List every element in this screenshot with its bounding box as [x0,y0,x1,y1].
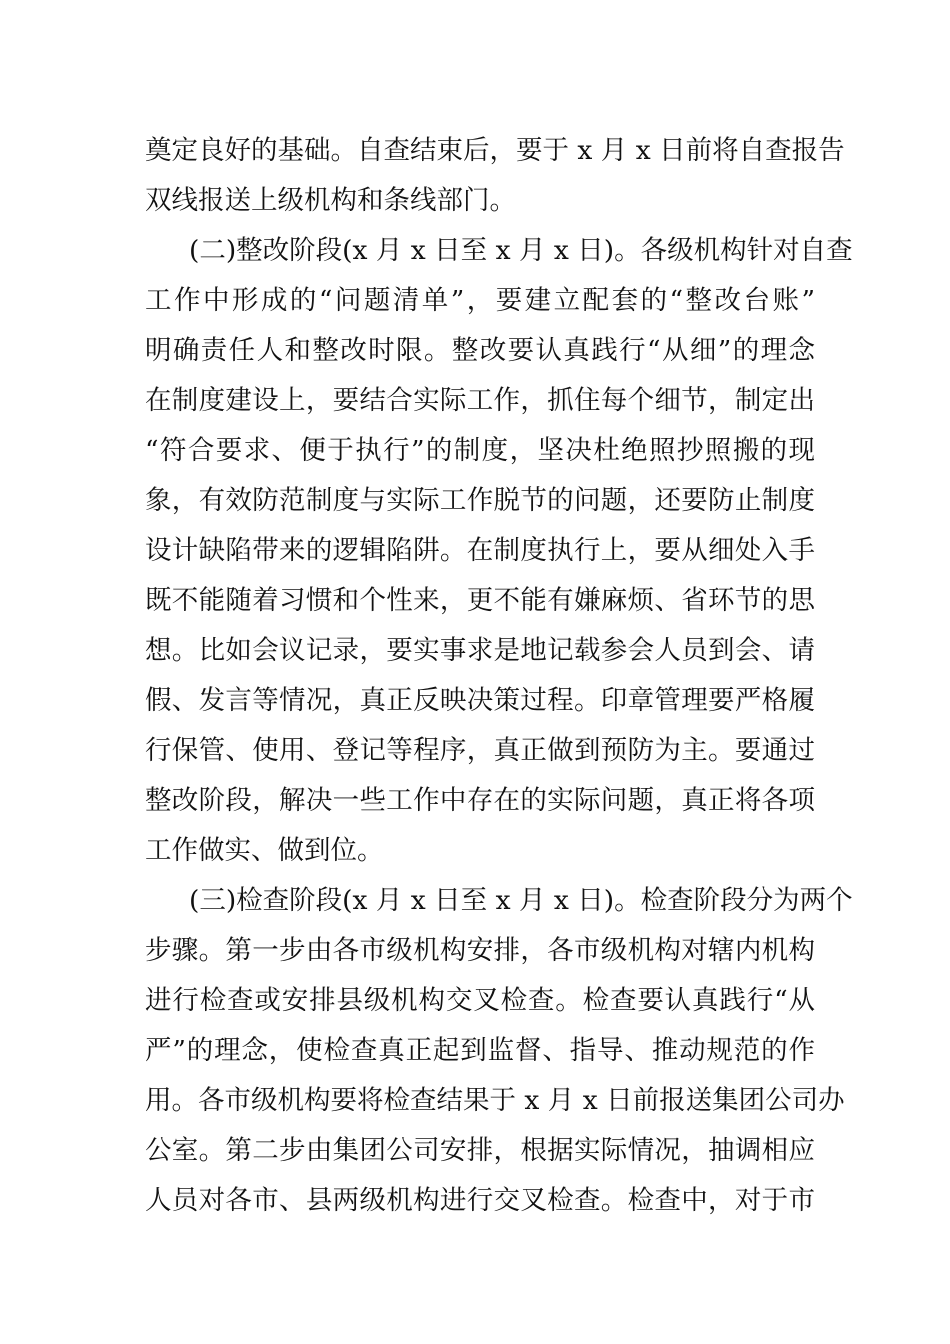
section-heading-line: (三)检查阶段(x 月 x 日至 x 月 x 日)。检查阶段分为两个 [189,885,853,916]
text-line: 人员对各市、县两级机构进行交叉检查。检查中，对于市 [145,1185,815,1216]
text-line: 既不能随着习惯和个性来，更不能有嫌麻烦、省环节的思 [145,585,815,616]
section-heading-line: (二)整改阶段(x 月 x 日至 x 月 x 日)。各级机构针对自查 [189,235,853,266]
text-line: 用。各市级机构要将检查结果于 x 月 x 日前报送集团公司办 [145,1085,845,1116]
text-line: 想。比如会议记录，要实事求是地记载参会人员到会、请 [145,635,815,666]
text-line: 明确责任人和整改时限。整改要认真践行“从细”的理念 [145,335,815,366]
text-line: 工作中形成的“问题清单”，要建立配套的“整改台账” [145,285,815,316]
text-line: 严”的理念，使检查真正起到监督、指导、推动规范的作 [145,1035,815,1066]
text-line: 双线报送上级机构和条线部门。 [145,185,516,216]
text-line: 奠定良好的基础。自查结束后，要于 x 月 x 日前将自查报告 [145,135,845,166]
text-line: 步骤。第一步由各市级机构安排，各市级机构对辖内机构 [145,935,815,966]
text-line: 工作做实、做到位。 [145,835,384,866]
text-line: 整改阶段，解决一些工作中存在的实际问题，真正将各项 [145,785,815,816]
text-line: 象，有效防范制度与实际工作脱节的问题，还要防止制度 [145,485,815,516]
text-line: 设计缺陷带来的逻辑陷阱。在制度执行上，要从细处入手 [145,535,815,566]
text-line: 在制度建设上，要结合实际工作，抓住每个细节，制定出 [145,385,815,416]
text-line: 进行检查或安排县级机构交叉检查。检查要认真践行“从 [145,985,815,1016]
text-line: 公室。第二步由集团公司安排，根据实际情况，抽调相应 [145,1135,815,1166]
text-line: 假、发言等情况，真正反映决策过程。印章管理要严格履 [145,685,815,716]
text-line: “符合要求、便于执行”的制度，坚决杜绝照抄照搬的现 [145,435,815,466]
text-line: 行保管、使用、登记等程序，真正做到预防为主。要通过 [145,735,815,766]
